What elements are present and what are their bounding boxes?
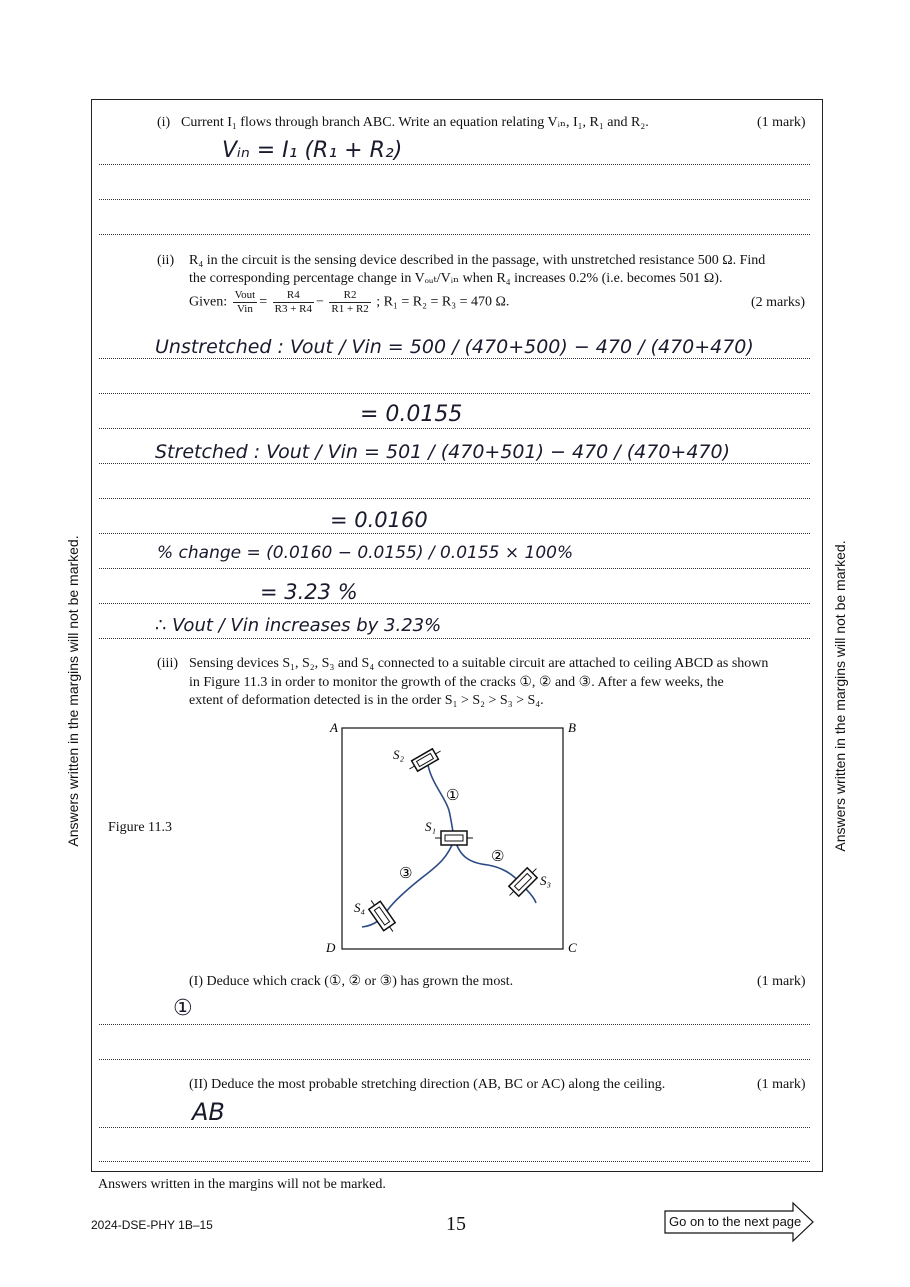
- sensor-s1: [435, 831, 473, 845]
- ans-stretched: Stretched : Vout / Vin = 501 / (470+501) − 470 / (470+470): [155, 441, 731, 463]
- frac3-num: R2: [329, 289, 370, 303]
- q-I-text: (I) Deduce which crack (①, ② or ③) has grown the most.: [189, 974, 514, 989]
- frac-vout-vin: [233, 289, 258, 316]
- answer-line: [99, 498, 810, 499]
- answer-line: [99, 1024, 810, 1025]
- answer-line: [99, 533, 810, 534]
- q-i-label: (i): [157, 115, 171, 130]
- q-iii-line3: extent of deformation detected is in the order S₁ > S₂ > S₃ > S₄.: [189, 693, 544, 708]
- ans-unstretched: Unstretched : Vout / Vin = 500 / (470+500) − 470 / (470+470): [155, 336, 754, 358]
- answer-line: [99, 1127, 810, 1128]
- ans-result3: = 3.23 %: [260, 580, 358, 604]
- label-s4: S₄: [354, 900, 366, 915]
- frac3-den: R1 + R2: [331, 303, 369, 315]
- sensor-s3: [505, 864, 542, 901]
- q-i-marks: (1 mark): [757, 115, 806, 130]
- ans-result2: = 0.0160: [330, 508, 428, 532]
- ans-change: % change = (0.0160 − 0.0155) / 0.0155 × 100%: [157, 543, 574, 563]
- q-ii-label: (ii): [157, 253, 175, 268]
- q-i-answer: Vᵢₙ = I₁ (R₁ + R₂): [222, 138, 403, 163]
- label-s3: S₃: [540, 873, 552, 888]
- answer-line: [99, 234, 810, 235]
- answer-line: [99, 568, 810, 569]
- q-I-marks: (1 mark): [757, 974, 806, 989]
- label-s1: S₁: [425, 819, 437, 834]
- answer-line: [99, 638, 810, 639]
- left-margin-note: Answers written in the margins will not be marked.: [65, 535, 81, 847]
- ceiling-diagram: [320, 715, 590, 960]
- answer-line: [99, 358, 810, 359]
- frac-r2: [329, 289, 370, 316]
- q-i-text: Current I₁ flows through branch ABC. Write an equation relating Vᵢₙ, I₁, R₁ and R₂.: [181, 115, 649, 130]
- q-iii-line2: in Figure 11.3 in order to monitor the growth of the cracks ①, ② and ③. After a few weeks, the: [189, 675, 724, 690]
- q-ii-line2: the corresponding percentage change in Vₒᵤₜ/Vᵢₙ when R₄ increases 0.2% (i.e. becomes 501 Ω).: [189, 271, 723, 286]
- answer-line: [99, 1059, 810, 1060]
- answer-line: [99, 199, 810, 200]
- paper-code: 2024-DSE-PHY 1B–15: [91, 1218, 213, 1232]
- q-iii-label: (iii): [157, 656, 178, 671]
- frac-r4: [273, 289, 314, 316]
- given-label: Given:: [189, 294, 228, 310]
- frac2-num: R4: [273, 289, 314, 303]
- q-I-answer: ①: [173, 996, 193, 1021]
- label-s2: S₂: [393, 747, 405, 762]
- frac2-den: R3 + R4: [274, 303, 312, 315]
- answer-line: [99, 603, 810, 604]
- page-number: 15: [446, 1213, 466, 1235]
- answer-line: [99, 428, 810, 429]
- corner-a: A: [330, 720, 338, 735]
- q-ii-line1: R₄ in the circuit is the sensing device described in the passage, with unstretched resistance 500 Ω. Find: [189, 253, 766, 268]
- label-crack-1: ①: [446, 786, 460, 804]
- q-II-answer: AB: [192, 1098, 225, 1126]
- q-II-text: (II) Deduce the most probable stretching direction (AB, BC or AC) along the ceiling.: [189, 1077, 666, 1092]
- ans-result1: = 0.0155: [360, 402, 463, 427]
- frac1-den: Vin: [236, 303, 253, 315]
- right-margin-note: Answers written in the margins will not be marked.: [832, 540, 848, 852]
- label-crack-3: ③: [399, 864, 413, 882]
- answer-line: [99, 1161, 810, 1162]
- corner-b: B: [568, 720, 576, 735]
- corner-d: D: [326, 940, 336, 955]
- answer-line: [99, 463, 810, 464]
- q-ii-given: Given: $\frac{\text{Vout}}{\text{Vin}}$ = $\frac{R4}{R3 + R4}$ − $\frac{R2}{R1 + R2}$ ; R₁ = R₂ = R₃ = 470 Ω.: [189, 289, 510, 315]
- label-crack-2: ②: [491, 847, 505, 865]
- answer-line: [99, 393, 810, 394]
- figure-caption: Figure 11.3: [108, 820, 173, 835]
- corner-c: C: [568, 940, 577, 955]
- q-II-marks: (1 mark): [757, 1077, 806, 1092]
- go-next-text: Go on to the next page: [669, 1214, 802, 1229]
- given-rest: ; R₁ = R₂ = R₃ = 470 Ω.: [376, 294, 510, 310]
- answer-line: [99, 164, 810, 165]
- sensor-s2: [406, 746, 443, 774]
- bottom-margin-note: Answers written in the margins will not be marked.: [98, 1177, 386, 1192]
- q-ii-marks: (2 marks): [751, 295, 806, 310]
- q-iii-line1: Sensing devices S₁, S₂, S₃ and S₄ connected to a suitable circuit are attached to ceiling ABCD as shown: [189, 656, 769, 671]
- frac1-num: Vout: [234, 289, 256, 301]
- ans-conclusion: ∴ Vout / Vin increases by 3.23%: [155, 615, 442, 636]
